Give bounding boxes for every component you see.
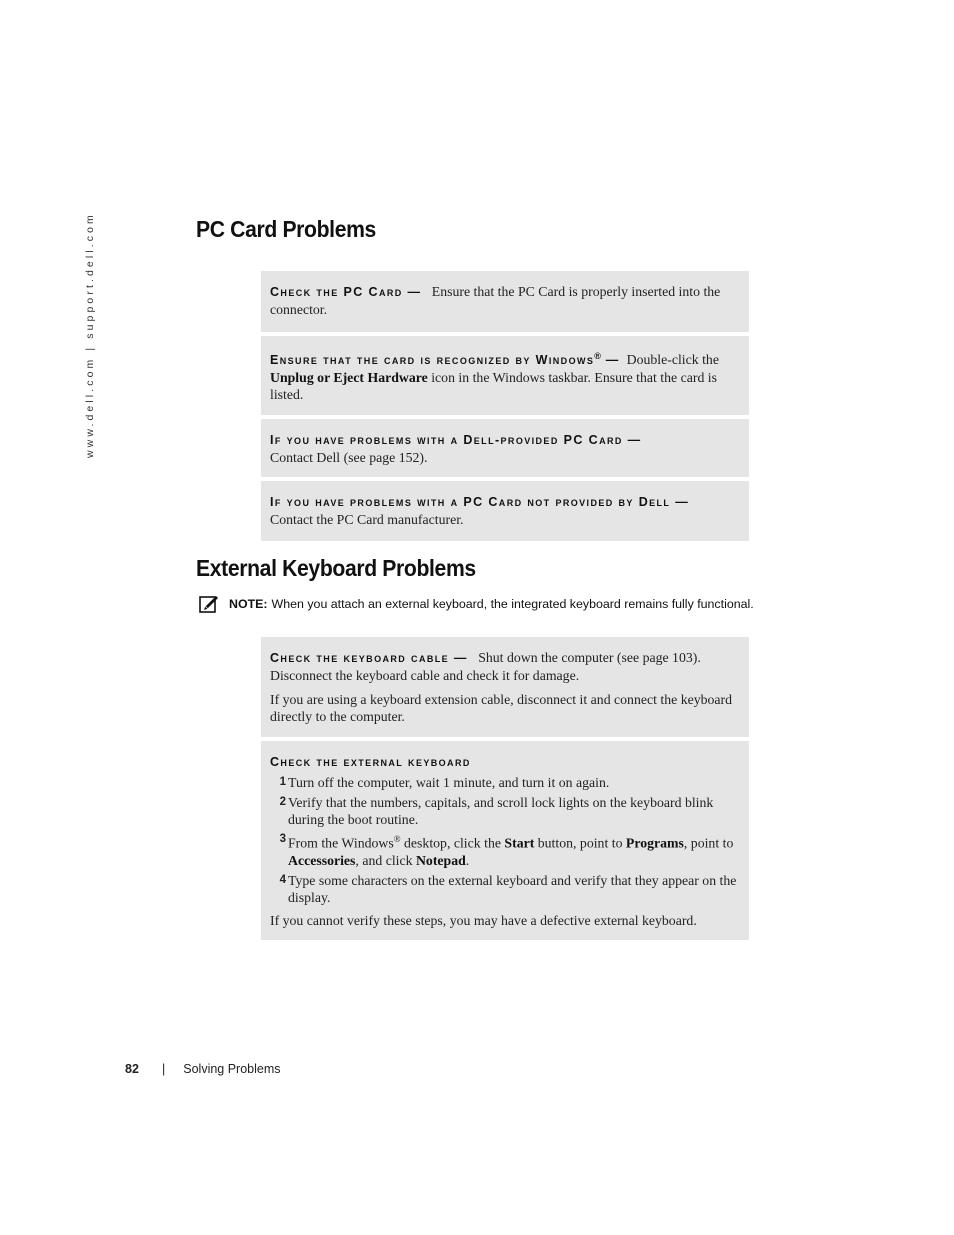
step-text: Turn off the computer, wait 1 minute, and turn it on again.: [288, 775, 610, 790]
registered-mark: ®: [594, 351, 601, 361]
accessories-term: Accessories: [288, 852, 356, 868]
keyboard-item-external: [261, 741, 749, 940]
item-lead: Check the PC Card —: [270, 285, 422, 299]
step-text-part: , point to: [683, 835, 734, 851]
step-list: [270, 774, 739, 906]
step-item: [270, 794, 739, 828]
step-number: 1: [279, 776, 286, 788]
note-callout: [199, 594, 819, 614]
step-text: [288, 831, 739, 869]
step-number: 2: [279, 796, 286, 808]
page-number: 82: [125, 1062, 139, 1076]
item-text: Shut down the computer (see page 103). Disconnect the keyboard cable and check it for damage.: [270, 650, 701, 683]
step-number: 3: [279, 833, 286, 845]
pc-card-item-not-dell: [261, 481, 749, 541]
item-lead: If you have problems with a Dell-provided PC Card —: [270, 433, 642, 447]
item-lead-dash: —: [600, 353, 620, 368]
pc-card-item-check-card: [261, 271, 749, 332]
pc-card-heading: PC Card Problems: [196, 216, 376, 242]
closing-text: If you cannot verify these steps, you may have a defective external keyboard.: [270, 912, 697, 928]
item-text: Double-click the: [626, 352, 719, 368]
note-pencil-icon: [199, 594, 219, 614]
item-lead-main: Ensure that the card is recognized by Windows: [270, 353, 595, 368]
registered-mark: ®: [393, 834, 401, 844]
item-text: Contact the PC Card manufacturer.: [270, 512, 464, 527]
step-text: Verify that the numbers, capitals, and scroll lock lights on the keyboard blink during the boot routine.: [288, 795, 714, 827]
external-keyboard-heading: External Keyboard Problems: [196, 555, 476, 581]
step-text-part: .: [465, 852, 470, 868]
note-label: NOTE:: [229, 597, 268, 611]
page-footer: [125, 1062, 281, 1076]
unplug-hardware-term: Unplug or Eject Hardware: [270, 370, 428, 386]
footer-separator: |: [162, 1062, 166, 1076]
item-text-extension: If you are using a keyboard extension cable, disconnect it and connect the keyboard directly to the computer.: [270, 692, 733, 724]
item-text: Ensure that the PC Card is properly inserted into the connector.: [270, 284, 721, 317]
item-lead: Check the keyboard cable —: [270, 651, 468, 665]
side-url-text: www.dell.com | support.dell.com: [84, 212, 96, 458]
pc-card-item-dell-provided: [261, 419, 749, 477]
footer-section-title: Solving Problems: [183, 1062, 281, 1076]
notepad-term: Notepad: [415, 852, 466, 868]
start-term: Start: [504, 835, 535, 851]
step-text-part: button, point to: [534, 835, 626, 851]
note-text: When you attach an external keyboard, the integrated keyboard remains fully functional.: [271, 597, 754, 611]
item-lead: Check the external keyboard: [270, 755, 471, 769]
step-text: Type some characters on the external keyboard and verify that they appear on the display.: [288, 872, 737, 905]
step-text-part: From the Windows: [288, 835, 394, 851]
keyboard-item-cable: [261, 637, 749, 737]
item-text-cont: icon in the Windows taskbar. Ensure that the card is listed.: [270, 370, 718, 403]
item-text: Contact Dell (see page 152).: [270, 450, 428, 465]
step-text-part: desktop, click the: [400, 835, 505, 851]
pc-card-item-recognized: [261, 336, 749, 415]
step-item: [270, 774, 739, 791]
step-item: [270, 872, 739, 906]
step-number: 4: [279, 873, 286, 886]
item-lead: If you have problems with a PC Card not provided by Dell —: [270, 495, 690, 509]
item-lead: [270, 353, 620, 367]
step-text-part: , and click: [355, 852, 416, 868]
step-item: [270, 831, 739, 869]
programs-term: Programs: [625, 835, 684, 851]
